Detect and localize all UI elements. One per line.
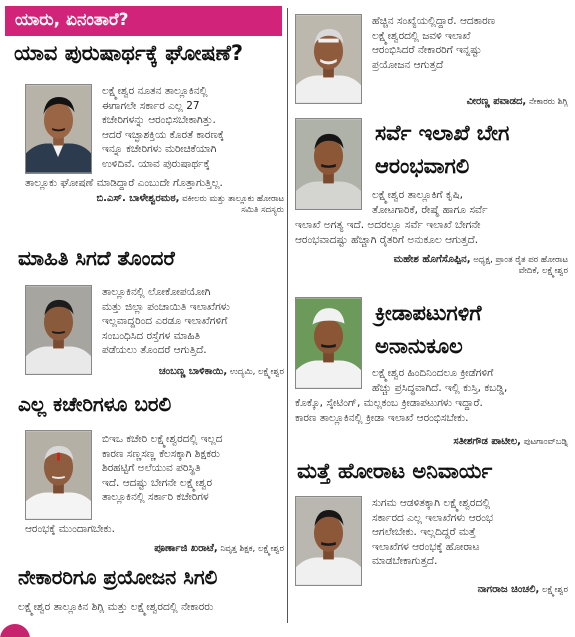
article-5b-body	[372, 188, 568, 218]
byline-role: ಲಕ್ಷ್ಮೇಶ್ವರ	[541, 585, 568, 595]
text-line: ಸರ್ಕಾರದ ಎಲ್ಲ ಇಲಾಖೆಗಳು ಆರಂಭ	[372, 511, 494, 524]
byline-role: ಸಮಿತಿ ಸದಸ್ಯರು	[241, 205, 284, 215]
text-line: ಲಕ್ಷ್ಮೇಶ್ವರ ನೂತನ ತಾಲ್ಲೂಕಿನಲ್ಲಿ	[102, 85, 208, 97]
text-line: ಈಗಾಗಲೇ ಸರ್ಕಾರ ಎಲ್ಲ 27	[102, 99, 200, 112]
text-line: ಇನ್ನೂ ಕಚೇರಿಗಳು ಮರೀಚಿಕೆಯಾಗಿ	[102, 143, 217, 155]
text-line: ಲಕ್ಷ್ಮೇಶ್ವರ ತಾಲ್ಲೂಕಿನ ಶಿಗ್ಲಿ ಮತ್ತು ಲಕ್ಷ್ಮೇಶ್ವರದಲ್ಲಿ ನೇಕಾರರು	[18, 601, 214, 613]
byline-5	[295, 254, 568, 277]
byline-2	[100, 366, 284, 378]
portrait-2-image	[26, 286, 91, 374]
byline-name: ಸತೀಶಗೌಡ ಪಾಟೀಲ,	[453, 436, 521, 447]
text-line: ಕೊಕ್ಕೊ, ಸ್ಕೇಟಿಂಗ್‌, ಮಲ್ಲಕಂಬ ಕ್ರೀಡಾಪಟುಗಳು ಇದ್ದಾರೆ.	[295, 397, 483, 409]
byline-role: ನಿವೃತ್ತ ಶಿಕ್ಷಕ, ಲಕ್ಷ್ಮೇಶ್ವರ	[220, 544, 284, 554]
byline-role: ಪುಟಗಾಂವ್‌ಬಡ್ನಿ	[523, 437, 568, 447]
byline-name: ಬಿ.ಎಸ್‌. ಬಾಳೇಶ್ವರಮಠ,	[96, 193, 180, 204]
text-line: ಇದೆ. ಆದಷ್ಟು ಬೇಗನೇ ಲಕ್ಷ್ಮೇಶ್ವರ	[102, 476, 213, 489]
article-3-body	[102, 432, 284, 506]
article-2-body	[102, 285, 284, 360]
portrait-photo-2	[25, 285, 92, 375]
portrait-5-image	[296, 119, 361, 209]
article-7-body	[372, 496, 568, 570]
text-line: ಇಲ್ಲವಾದ್ದರಿಂದ ಎರಡೂ ಇಲಾಖೆಗಳಿಗೆ	[102, 315, 228, 327]
byline-role: ವೇದಿಕೆ, ಲಕ್ಷ್ಮೇಶ್ವರ	[518, 266, 568, 276]
portrait-1-image	[26, 85, 91, 173]
portrait-photo-7	[295, 496, 362, 586]
article-3-body-cont	[25, 522, 284, 538]
portrait-photo-4	[295, 14, 362, 104]
text-line: ಮಾಡಬೇಕಾಗುತ್ತದೆ.	[372, 555, 438, 567]
text-line: ಆರಂಭಕ್ಕೆ ಮುಂದಾಗಬೇಕು.	[25, 523, 115, 535]
text-line: ಲಕ್ಷ್ಮೇಶ್ವರದಲ್ಲಿ ಜವಳಿ ಇಲಾಖೆ	[372, 29, 471, 42]
article-5-body	[372, 14, 568, 74]
text-line: ಉಳಿದಿವೆ. ಯಾವ ಪುರುಷಾರ್ಥಕ್ಕೆ	[102, 157, 210, 170]
text-line: ಆಗಲೇಬೇಕು. ಇಲ್ಲದಿದ್ದರೆ ಮತ್ತೆ	[372, 526, 476, 538]
byline-4	[372, 96, 568, 108]
headline-5-line-2: ಆರಂಭವಾಗಲಿ	[375, 154, 470, 178]
article-4-body	[18, 600, 284, 616]
text-line: ಕಚೇರಿಗಳನ್ನು ಆರಂಭಿಸಬೇಕಾಗಿತ್ತು.	[102, 114, 216, 126]
portrait-6-image	[296, 298, 361, 388]
byline-6	[295, 436, 568, 448]
text-line: ಆರಂಭವಾದಷ್ಟು ಹೆಚ್ಚಾಗಿ ರೈತರಿಗೆ ಅನುಕೂಲ ಆಗುತ್ತದೆ.	[295, 233, 479, 246]
portrait-photo-1	[25, 84, 92, 174]
portrait-4-image	[296, 15, 361, 103]
text-line: ಲಕ್ಷ್ಮೇಶ್ವರ ತಾಲ್ಲೂಕಿಗೆ ಕೃಷಿ,	[372, 189, 463, 201]
byline-role: ಅಧ್ಯಕ್ಷ, ಪ್ರಾಂತ ರೈತ ಪರ ಹೋರಾಟ	[473, 255, 568, 265]
byline-name: ಚಂಬಣ್ಣ ಬಾಳಿಕಾಯಿ,	[158, 366, 228, 377]
section-tag: ಯಾರು, ಏನಂತಾರೆ?	[5, 6, 282, 36]
headline-2: ಮಾಹಿತಿ ಸಿಗದೆ ತೊಂದರೆ	[18, 246, 175, 270]
text-line: ಹೆಚ್ಚು ಪ್ರಸಿದ್ಧವಾಗಿದೆ. ಇಲ್ಲಿ ಕುಸ್ತಿ, ಕಬಡ್ಡಿ,	[372, 381, 508, 394]
article-6-body	[372, 366, 568, 396]
headline-1: ಯಾವ ಪುರುಷಾರ್ಥಕ್ಕೆ ಘೋಷಣೆ?	[14, 41, 244, 65]
page-corner-mark	[0, 624, 30, 637]
headline-3: ಎಲ್ಲ ಕಚೇರಿಗಳೂ ಬರಲಿ	[18, 392, 172, 416]
byline-1	[20, 193, 284, 216]
byline-role: ವಕೀಲರು ಮತ್ತು ತಾಲ್ಲೂಕು ಹೋರಾಟ	[182, 194, 284, 204]
byline-3	[60, 543, 284, 555]
text-line: ಪಡೆಯಲು ತೊಂದರೆ ಆಗುತ್ತಿದೆ.	[102, 344, 207, 356]
portrait-photo-3	[25, 430, 92, 520]
text-line: ತಾಲ್ಲೂಕಿನಲ್ಲಿ ಸರ್ಕಾರಿ ಕಚೇರಿಗಳ	[102, 491, 209, 503]
article-1-body	[102, 84, 284, 172]
text-line: ಮತ್ತು ಜಿಲ್ಲಾ ಪಂಚಾಯಿತಿ ಇಲಾಖೆಗಳು	[102, 300, 230, 313]
portrait-photo-5	[295, 118, 362, 210]
byline-7	[372, 584, 568, 596]
text-line: ತೋಟಗಾರಿಕೆ, ರೇಷ್ಮೆ ಹಾಗೂ ಸರ್ವೆ	[372, 203, 488, 216]
text-line: ಬಿಇಒ ಕಚೇರಿ ಲಕ್ಷ್ಮೇಶ್ವರದಲ್ಲಿ ಇಲ್ಲದ	[102, 433, 223, 445]
text-line: ಇಲಾಖೆ ಅಗತ್ಯ ಇದೆ. ಅದರಲ್ಲೂ ಸರ್ವೆ ಇಲಾಖೆ ಬೇಗನೇ	[295, 219, 481, 231]
byline-role: ಉದ್ಯಮಿ, ಲಕ್ಷ್ಮೇಶ್ವರ	[229, 367, 284, 377]
text-line: ಕಾರಣ ಸಣ್ಣಸಣ್ಣ ಕೆಲಸಕ್ಕಾಗಿ ಶಿಕ್ಷಕರು	[102, 447, 220, 460]
byline-name: ಮಹೇಶ ಹೊಗೆಸೊಪ್ಪಿನ,	[393, 254, 471, 265]
article-1-body-cont	[25, 176, 284, 192]
text-line: ತಾಲ್ಲೂಕಿನಲ್ಲಿ ಲೋಕೋಪಯೋಗಿ	[102, 286, 211, 298]
headline-7: ಮತ್ತೆ ಹೋರಾಟ ಅನಿವಾರ್ಯ	[297, 459, 493, 483]
portrait-photo-6	[295, 297, 362, 389]
text-line: ಪ್ರಯೋಜನ ಆಗುತ್ತದೆ	[372, 58, 444, 71]
text-line: ಸುಗಮ ಆಡಳಿತಕ್ಕಾಗಿ ಲಕ್ಷ್ಮೇಶ್ವರದಲ್ಲಿ	[372, 497, 491, 509]
headline-5-line-1: ಸರ್ವೆ ಇಲಾಖೆ ಬೇಗ	[375, 121, 510, 145]
text-line: ಇಲಾಖೆಗಳ ಆರಂಭಕ್ಕೆ ಹೋರಾಟ	[372, 540, 480, 553]
text-line: ತಾಲ್ಲೂಕು ಘೋಷಣೆ ಮಾಡಿದ್ದಾರೆ ಎಂಬುದೇ ಗೊತ್ತಾಗುತ್ತಿಲ್ಲ.	[25, 177, 223, 189]
portrait-3-image	[26, 431, 91, 519]
text-line: ಆರಂಭಿಸಿದರೆ ನೇಕಾರರಿಗೆ ಇನ್ನಷ್ಟು	[372, 44, 482, 56]
text-line: ಶಿರಹಟ್ಟಿಗೆ ಅಲೆಯುವ ಪರಿಸ್ಥಿತಿ	[102, 462, 201, 474]
text-line: ಆದರೆ ಇಚ್ಛಾಶಕ್ತಿಯ ಕೊರತೆ ಕಾರಣಕ್ಕೆ	[102, 128, 224, 141]
byline-name: ಪೂರ್ಣಾಜಿ ಖರಾಟೆ,	[154, 543, 218, 554]
portrait-7-image	[296, 497, 361, 585]
headline-6-line-2: ಅನಾನುಕೂಲ	[375, 334, 463, 358]
text-line: ಕಾರಣ ತಾಲ್ಲೂಕಿನಲ್ಲಿ ಕ್ರೀಡಾ ಇಲಾಖೆ ಆರಂಭಿಸಬೇಕು.	[295, 411, 469, 424]
text-line: ಲಕ್ಷ್ಮೇಶ್ವರ ಹಿಂದಿನಿಂದಲೂ ಕ್ರೀಡೆಗಳಿಗೆ	[372, 367, 494, 379]
article-5b-body-cont	[295, 218, 568, 248]
byline-name: ನಾಗರಾಜ ಚಿಂಚಲಿ,	[477, 584, 540, 595]
text-line: ಹೆಚ್ಚಿನ ಸಂಖ್ಯೆಯಲ್ಲಿದ್ದಾರೆ. ಆದಕಾರಣ	[372, 15, 496, 27]
text-line: ಸಂಬಂಧಿಸಿದ ರಸ್ತೆಗಳ ಮಾಹಿತಿ	[102, 329, 201, 342]
article-6-body-cont	[295, 396, 568, 426]
byline-name: ವೀರಣ್ಣ ಪವಾಡದ,	[466, 96, 527, 107]
column-divider	[287, 8, 288, 623]
byline-role: ನೇಕಾರರು ಶಿಗ್ಲಿ	[528, 97, 568, 107]
headline-4: ನೇಕಾರರಿಗೂ ಪ್ರಯೋಜನ ಸಿಗಲಿ	[18, 565, 218, 589]
headline-6-line-1: ಕ್ರೀಡಾಪಟುಗಳಿಗೆ	[375, 301, 482, 325]
